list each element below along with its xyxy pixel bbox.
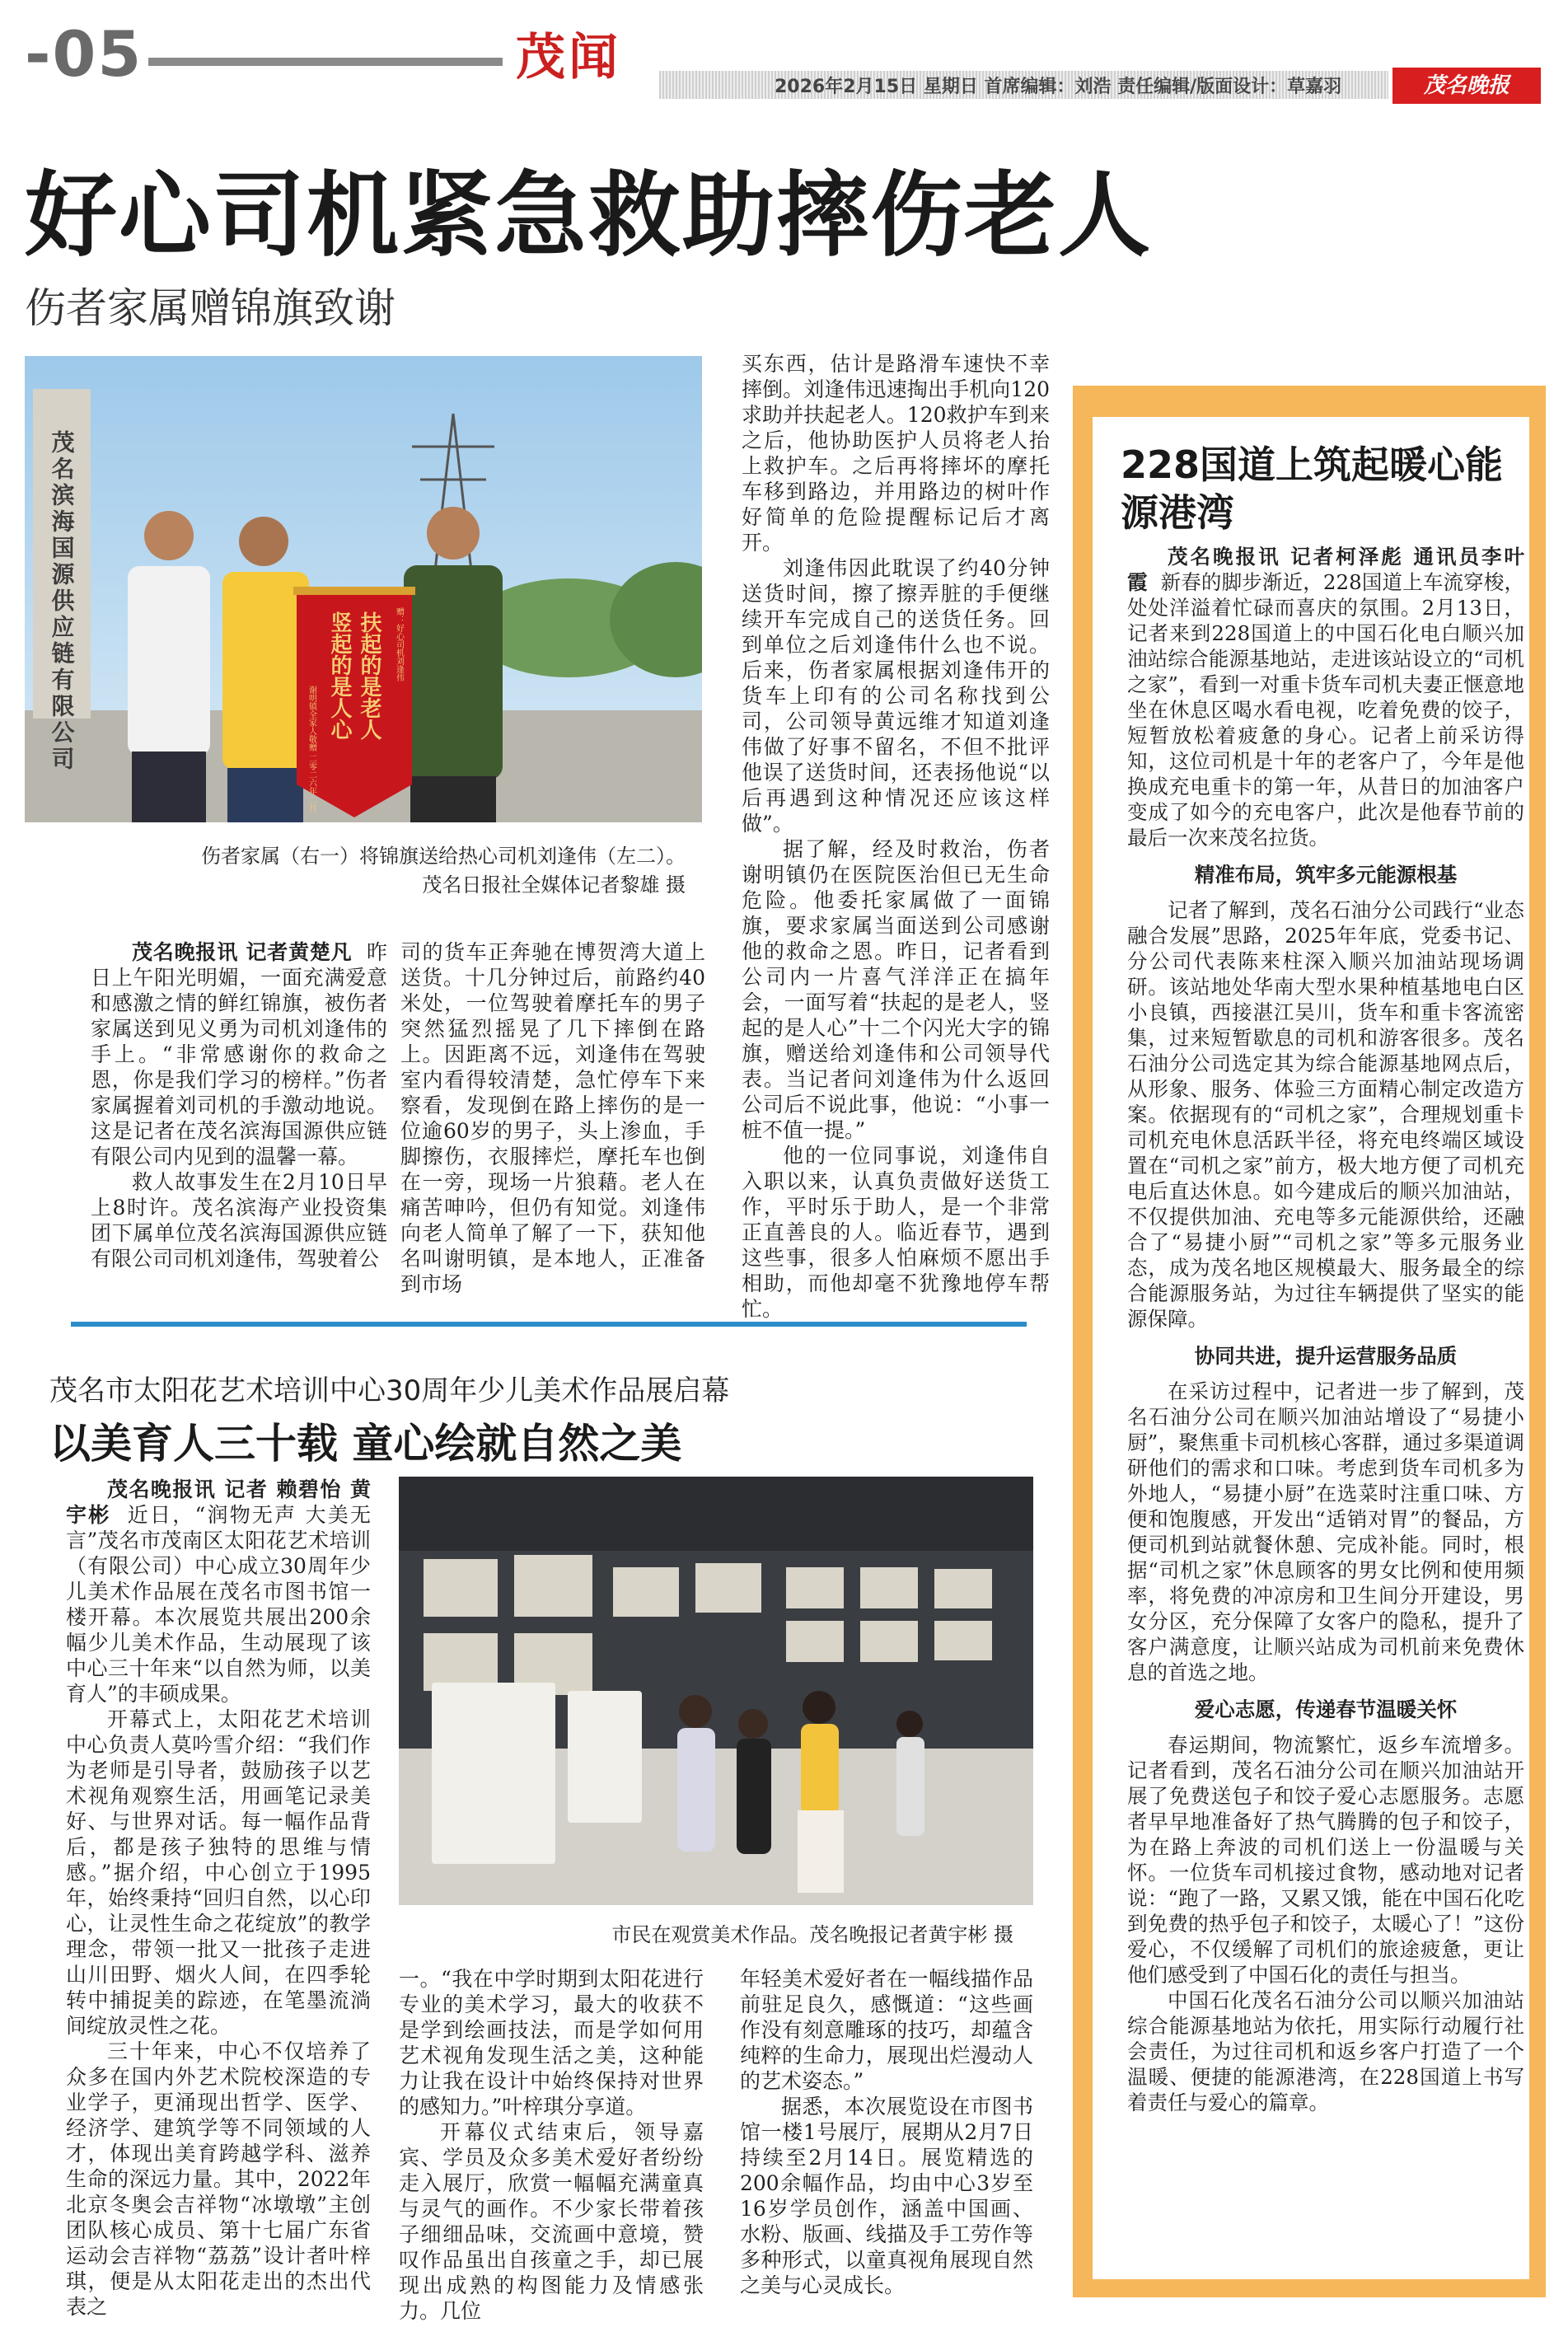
issue-info: 2026年2月15日 星期日 首席编辑：刘浩 责任编辑/版面设计：草嘉羽 <box>775 77 1342 97</box>
banner-top-text: 赠：好心司机刘逢伟 <box>394 607 404 681</box>
story2-para-2: 开幕式上，太阳花艺术培训中心负责人莫吟雪介绍：“我们作为老师是引导者，鼓励孩子以艺术视角观察生活，用画笔记录美好、与世界对话。每一幅作品背后，都是孩子独特的思维与情感。”据介绍，中心创立于1995年，始终秉持“回归自然，以心印心，让灵性生命之花绽放”的教学理念，带领一批又一批孩子走进山川田野、烟火人间，在四季轮转中捕捉美的踪迹，在笔墨流淌间绽放灵性之花。 <box>66 1707 371 2038</box>
sidebar-subhead-2: 协同共进，提升运营服务品质 <box>1194 1344 1458 1368</box>
sidebar-para-4: 中国石化茂名石油分公司以顺兴加油站综合能源基地站为依托，用实际行动履行社会责任，为过往司机和返乡客户打造了一个温暖、便捷的能源港湾，在228国道上书写着责任与爱心的篇章。 <box>1127 1988 1524 2114</box>
sidebar-subhead-1: 精准布局，筑牢多元能源根基 <box>1194 863 1458 887</box>
newspaper-logo: 茂名晚报 <box>1392 68 1541 104</box>
story1-para-3: 司的货车正奔驰在博贺湾大道上送货。十几分钟过后，前路约40米处，一位驾驶着摩托车的男子突然猛烈摇晃了几下摔倒在路上。因距离不远，刘逢伟在驾驶室内看得较清楚，急忙停车下来察看，发现倒在路上摔伤的是一位逾60岁的男子，头上渗血，手脚擦伤，衣服摔烂，摩托车也倒在一旁，现场一片狼藉。老人在痛苦呻吟，但仍有知觉。刘逢伟向老人简单了解了一下，获知他名叫谢明镇，是本地人，正准备到市场 <box>400 940 705 1296</box>
story1-para-2: 救人故事发生在2月10日早上8时许。茂名滨海产业投资集团下属单位茂名滨海国源供应链有限公司司机刘逢伟，驾驶着公 <box>91 1170 387 1271</box>
story2-para-3: 三十年来，中心不仅培养了众多在国内外艺术院校深造的专业学子，更涌现出哲学、医学、经济学、建筑学等不同领域的人才，体现出美育跨越学科、滋养生命的深远力量。其中，2022年北京冬奥会吉祥物“冰墩墩”主创团队核心成员、第十七届广东省运动会吉祥物“荔荔”设计者叶梓琪，便是从太阳花走出的杰出代表之 <box>66 2039 371 2319</box>
sidebar-byline: 茂名晚报讯 记者柯泽彪 通讯员李叶霞 <box>1127 545 1524 594</box>
story1-para-1: 昨日上午阳光明媚，一面充满爱意和感激之情的鲜红锦旗，被伤者家属送到见义勇为司机刘逢伟的手上。“非常感谢你的救命之恩，你是我们学习的榜样。”伤者家属握着刘司机的手激动地说。这是记者在茂名滨海国源供应链有限公司内见到的温馨一幕。 <box>91 940 387 1168</box>
sidebar-headline: 228国道上筑起暖心能源港湾 <box>1121 442 1504 535</box>
story1-para-4: 买东西，估计是路滑车速快不幸摔倒。刘逢伟迅速掏出手机向120求助并扶起老人。120救护车到来之后，他协助医护人员将老人抬上救护车。之后再将摔坏的摩托车移到路边，并用路边的树叶作好简单的危险提醒标记后才离开。 <box>742 352 1050 555</box>
caption-1-line-1: 伤者家属（右一）将锦旗送给热心司机刘逢伟（左二）。 <box>201 845 686 868</box>
section-title: 茂闻 <box>516 29 621 87</box>
story1-para-7: 他的一位同事说，刘逢伟自入职以来，认真负责做好送货工作，平时乐于助人，是一个非常正直善良的人。临近春节，遇到这些事，很多人怕麻烦不愿出手相助，而他却毫不犹豫地停车帮忙。 <box>742 1144 1050 1321</box>
story-divider <box>71 1322 1027 1327</box>
story2-para-6: 年轻美术爱好者在一幅线描作品前驻足良久，感慨道：“这些画作没有刻意雕琢的技巧，却蕴含纯粹的生命力，展现出烂漫动人的艺术姿态。” <box>740 1967 1033 2093</box>
story2-para-4: 一。“我在中学时期到太阳花进行专业的美术学习，最大的收获不是学到绘画技法，而是学如何用艺术视角发现生活之美，这种能力让我在设计中始终保持对世界的感知力。”叶梓琪分享道。 <box>399 1967 704 2119</box>
sidebar-intro: 新春的脚步渐近，228国道上车流穿梭，处处洋溢着忙碌而喜庆的氛围。2月13日，记者来到228国道上的中国石化电白顺兴加油站综合能源基地站，走进该站设立的“司机之家”，看到一对重卡货车司机夫妻正惬意地坐在休息区喝水看电视，吃着免费的饺子，短暂放松着疲惫的身心。记者上前采访得知，这位司机是十年的老客户了，今年是他换成充电重卡的第一年，从昔日的加油客户变成了如今的充电客户，此次是他春节前的最后一次来茂名拉货。 <box>1127 570 1525 850</box>
story2-column-3 <box>740 1966 1033 2298</box>
photo-banner-presentation <box>25 356 702 822</box>
sidebar-para-3: 春运期间，物流繁忙，返乡车流增多。记者看到，茂名石油分公司在顺兴加油站开展了免费送包子和饺子爱心志愿服务。志愿者早早地准备好了热气腾腾的包子和饺子，为在路上奔波的司机们送上一份温暖与关怀。一位货车司机接过食物，感动地对记者说：“跑了一路，又累又饿，能在中国石化吃到免费的热乎包子和饺子，太暖心了！”这份爱心，不仅缓解了司机们的旅途疲惫，更让他们感受到了中国石化的责任与担当。 <box>1127 1733 1524 1987</box>
story1-column-1 <box>91 939 387 1271</box>
story2-column-2 <box>399 1966 704 2324</box>
photo-caption-2: 市民在观赏美术作品。茂名晚报记者黄宇彬 摄 <box>611 1923 1013 1946</box>
main-subhead: 伤者家属赠锦旗致谢 <box>25 284 396 332</box>
sidebar-body <box>1127 544 1524 2115</box>
story2-column-1 <box>66 1477 371 2320</box>
banner-line-2: 竖起的是人心 <box>327 611 352 740</box>
header-rule <box>148 58 503 66</box>
story2-headline: 以美育人三十载 童心绘就自然之美 <box>49 1420 682 1468</box>
story2-para-1: 近日，“润物无声 大美无言”茂名市茂南区太阳花艺术培训（有限公司）中心成立30周年少儿美术作品展在茂名市图书馆一楼开幕。本次展览共展出200余幅少儿美术作品，生动展现了该中心三十年来“以自然为师，以美育人”的丰硕成果。 <box>66 1503 371 1706</box>
sidebar-para-1: 记者了解到，茂名石油分公司践行“业态融合发展”思路，2025年年底，党委书记、分公司代表陈来柱深入顺兴加油站现场调研。该站地处华南大型水果种植基地电白区小良镇，西接湛江吴川，货车和重卡客流密集，过来短暂歇息的司机和游客很多。茂名石油分公司选定其为综合能源基地网点后，从形象、服务、体验三方面精心制定改造方案。依据现有的“司机之家”，合理规划重卡司机充电休息活跃半径，将充电终端区域设置在“司机之家”前方，极大地方便了司机充电后直达休息。如今建成后的顺兴加油站，不仅提供加油、充电等多元能源供给，还融合了“易捷小厨”“司机之家”等多元服务业态，成为茂名地区规模最大、服务最全的综合能源服务站，为过往车辆提供了坚实的能源保障。 <box>1127 898 1524 1331</box>
banner-line-1: 扶起的是老人 <box>357 611 381 740</box>
story1-column-3 <box>742 351 1050 1322</box>
story2-byline: 茂名晚报讯 记者 赖碧怡 黄宇彬 <box>66 1477 371 1527</box>
story1-para-5: 刘逢伟因此耽误了约40分钟送货时间，擦了擦弄脏的手便继续开车完成自己的送货任务。回到单位之后刘逢伟什么也不说。后来，伤者家属根据刘逢伟开的货车上印有的公司名称找到公司，公司领导黄远维才知道刘逢伟做了好事不留名，不但不批评他误了送货时间，还表扬他说“以后再遇到这种情况还应该这样做”。 <box>742 556 1050 836</box>
sidebar-subhead-3: 爱心志愿，传递春节温暖关怀 <box>1194 1697 1458 1721</box>
story2-kicker: 茂名市太阳花艺术培训中心30周年少儿美术作品展启幕 <box>49 1374 730 1407</box>
story1-byline: 茂名晚报讯 记者黄楚凡 <box>132 940 353 964</box>
company-sign-text: 茂名滨海国源供应链有限公司 <box>48 430 76 773</box>
photo-art-exhibition <box>399 1477 1033 1905</box>
page-number: -05 <box>25 17 143 91</box>
sidebar-para-2: 在采访过程中，记者进一步了解到，茂名石油分公司在顺兴加油站增设了“易捷小厨”，聚焦重卡司机核心客群，通过多渠道调研他们的需求和口味。考虑到货车司机多为外地人，“易捷小厨”在选菜时注重口味、方便和饱腹感，开发出“适销对胃”的餐品，方便司机到站就餐休憩、完成补能。同时，根据“司机之家”休息顾客的男女比例和使用频率，将免费的冲凉房和卫生间分开建设，男女分区，充分保障了女客户的隐私，提升了客户满意度，让顺兴站成为司机前来免费休息的首选之地。 <box>1127 1379 1524 1684</box>
story1-para-6: 据了解，经及时救治，伤者谢明镇仍在医院医治但已无生命危险。他委托家属做了一面锦旗，要求家属当面送到公司感谢他的救命之恩。昨日，记者看到公司内一片喜气洋洋正在搞年会，一面写着“扶起的是老人，竖起的是人心”十二个闪光大字的锦旗，赠送给刘逢伟和公司领导代表。当记者问刘逢伟为什么返回公司后不说此事，他说：“小事一桩不值一提。” <box>742 837 1050 1142</box>
banner-bottom-text: 谢明镇全家人敬赠 二零二六年二月 <box>307 686 316 812</box>
story2-para-7: 据悉，本次展览设在市图书馆一楼1号展厅，展期从2月7日持续至2月14日。展览精选的200余幅作品，均由中心3岁至16岁学员创作，涵盖中国画、水粉、版画、线描及手工劳作等多种形式，以童真视角展现自然之美与心灵成长。 <box>740 2095 1033 2297</box>
caption-1-line-2: 茂名日报社全媒体记者黎雄 摄 <box>422 873 686 897</box>
main-headline: 好心司机紧急救助摔伤老人 <box>25 162 1152 269</box>
photo-caption-1 <box>25 842 702 900</box>
story2-para-5: 开幕仪式结束后，领导嘉宾、学员及众多美术爱好者纷纷走入展厅，欣赏一幅幅充满童真与灵气的画作。不少家长带着孩子细细品味，交流画中意境，赞叹作品虽出自孩童之手，却已展现出成熟的构图能力及情感张力。几位 <box>399 2120 704 2323</box>
story1-column-2 <box>400 939 705 1297</box>
